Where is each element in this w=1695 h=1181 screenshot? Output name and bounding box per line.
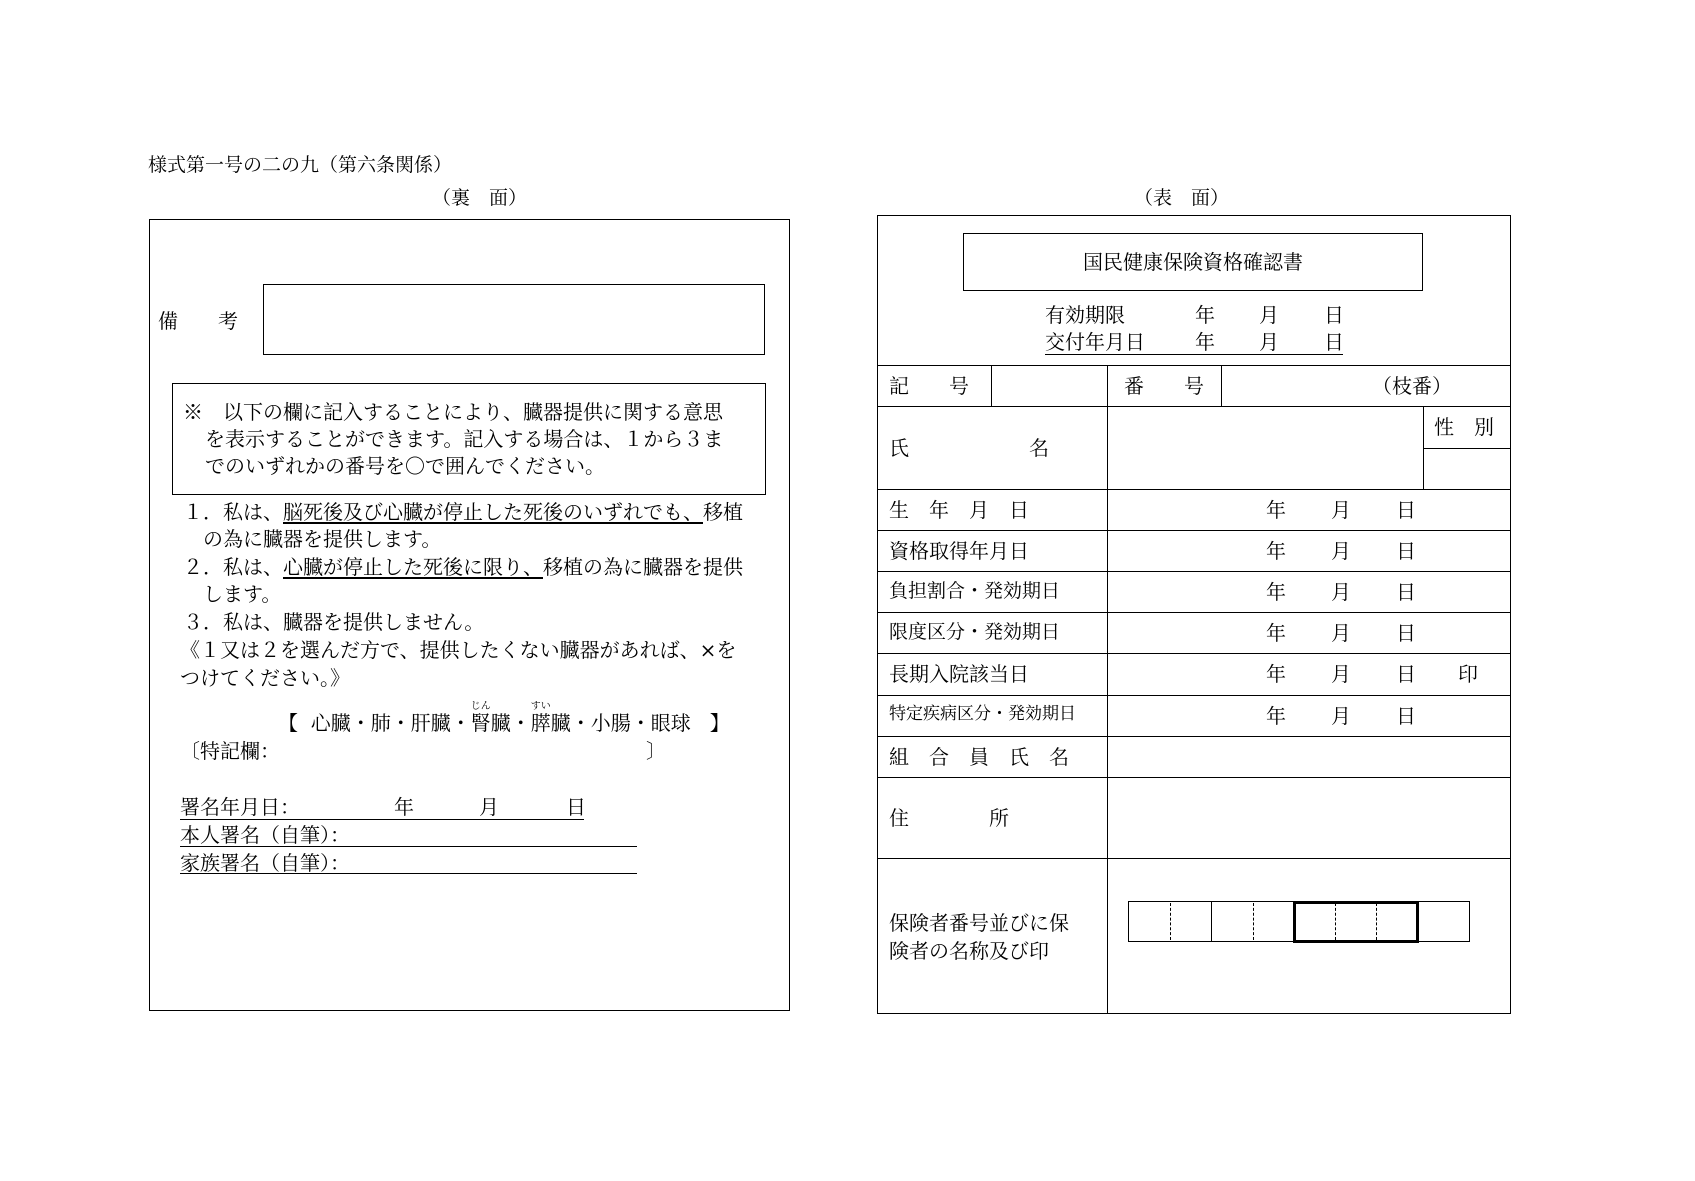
special-note-close: 〕: [646, 739, 666, 763]
choose-note-line-1: 《１又は２を選んだ方で、提供したくない臓器があれば、×を: [180, 638, 737, 662]
member-field[interactable]: [1109, 738, 1509, 776]
special-note-label: 〔特記欄：: [180, 739, 280, 763]
organ-pancreas-kanji: 膵: [530, 711, 551, 735]
organ-pancreas-ruby: すい: [530, 701, 551, 712]
disease-year[interactable]: 年: [1266, 704, 1286, 728]
organ-pancreas: [530, 701, 551, 735]
longterm-day[interactable]: 日: [1396, 662, 1416, 686]
choose-note-line-2: つけてください。》: [180, 666, 350, 690]
table-line: [877, 777, 1511, 778]
sign-date-underline[interactable]: [180, 819, 584, 820]
limit-label: 限度区分・発効期日: [889, 621, 1061, 643]
self-sign-line[interactable]: [180, 846, 637, 847]
symbol-field[interactable]: [993, 367, 1105, 405]
longterm-seal: 印: [1458, 662, 1478, 686]
issue-label: 交付年月日: [1045, 330, 1145, 354]
qual-day[interactable]: 日: [1396, 539, 1416, 563]
limit-month[interactable]: 月: [1331, 621, 1351, 645]
sign-date-label: 署名年月日：: [180, 795, 300, 819]
table-line: [877, 571, 1511, 572]
insurer-box-highlight: [1293, 901, 1419, 943]
insurer-box-dash: [1170, 903, 1171, 940]
form-id: 様式第一号の二の九（第六条関係）: [148, 154, 453, 176]
birth-label: 生 年 月 日: [889, 498, 1029, 522]
limit-year[interactable]: 年: [1266, 621, 1286, 645]
longterm-month[interactable]: 月: [1331, 662, 1351, 686]
remarks-box[interactable]: [263, 284, 765, 355]
family-sign-label: 家族署名（自筆）：: [180, 851, 350, 875]
sex-field[interactable]: [1425, 450, 1509, 488]
option-2-prefix: ２．私は、: [183, 555, 283, 579]
organs-part-b: 臓・: [490, 711, 531, 735]
option-2-cont: します。: [203, 582, 282, 606]
option-1-suffix: 移植: [703, 500, 743, 524]
table-line: [877, 406, 1511, 407]
option-3[interactable]: ３．私は、臓器を提供しません。: [183, 610, 485, 634]
issue-year: 年: [1195, 330, 1215, 354]
table-line: [877, 695, 1511, 696]
table-line: [877, 612, 1511, 613]
family-sign-line[interactable]: [180, 873, 637, 874]
front-side-label: （表 面）: [1134, 187, 1230, 209]
organs-open-bracket: 【: [278, 711, 298, 735]
table-line: [877, 530, 1511, 531]
insurer-box-divider: [1211, 901, 1212, 942]
organs-part-a: 心臓・肺・肝臓・: [310, 711, 471, 735]
notice-line-2: を表示することができます。記入する場合は、１から３ま: [205, 427, 724, 451]
self-sign-label: 本人署名（自筆）：: [180, 823, 350, 847]
address-field[interactable]: [1109, 779, 1509, 857]
option-2[interactable]: [183, 557, 743, 577]
valid-label: 有効期限: [1045, 303, 1125, 327]
option-1[interactable]: [183, 502, 743, 522]
limit-day[interactable]: 日: [1396, 621, 1416, 645]
sign-date-day: 日: [566, 795, 586, 819]
insurer-label-line-1: 保険者番号並びに保: [889, 911, 1069, 935]
burden-day[interactable]: 日: [1396, 580, 1416, 604]
sign-date-year: 年: [394, 795, 414, 819]
member-label: 組 合 員 氏 名: [889, 745, 1069, 769]
table-line: [877, 489, 1511, 490]
organs-part-c: 臓・小腸・眼球: [550, 711, 691, 735]
notice-line-1: ※ 以下の欄に記入することにより、臓器提供に関する意思: [183, 400, 723, 424]
organ-kidney-kanji: 腎: [470, 711, 491, 735]
burden-year[interactable]: 年: [1266, 580, 1286, 604]
number-label: 番 号: [1124, 374, 1204, 398]
birth-day[interactable]: 日: [1396, 498, 1416, 522]
sign-date-month: 月: [479, 795, 499, 819]
option-1-cont: の為に臓器を提供します。: [203, 527, 442, 551]
organ-kidney: [470, 701, 491, 735]
issue-day: 日: [1324, 330, 1344, 354]
table-line: [877, 365, 1511, 366]
disease-month[interactable]: 月: [1331, 704, 1351, 728]
option-2-suffix: 移植の為に臓器を提供: [543, 555, 743, 579]
option-2-condition: 心臓が停止した死後に限り、: [283, 555, 543, 579]
name-label: 氏 名: [889, 436, 1049, 460]
valid-day: 日: [1324, 303, 1344, 327]
birth-month[interactable]: 月: [1331, 498, 1351, 522]
insurer-label-line-2: 険者の名称及び印: [889, 939, 1049, 963]
table-line: [1423, 448, 1511, 449]
table-line: [877, 858, 1511, 859]
back-side-label: （裏 面）: [432, 187, 528, 209]
table-col-line: [1107, 365, 1108, 1014]
table-col-line: [1423, 406, 1424, 489]
qual-month[interactable]: 月: [1331, 539, 1351, 563]
burden-month[interactable]: 月: [1331, 580, 1351, 604]
table-col-line: [991, 365, 992, 406]
branch-label: （枝番）: [1372, 374, 1452, 398]
issue-month: 月: [1259, 330, 1279, 354]
table-line: [877, 736, 1511, 737]
valid-month: 月: [1259, 303, 1279, 327]
qual-year[interactable]: 年: [1266, 539, 1286, 563]
remarks-label: 備 考: [158, 309, 238, 333]
burden-label: 負担割合・発効期日: [889, 580, 1061, 602]
valid-year: 年: [1195, 303, 1215, 327]
symbol-label: 記 号: [889, 374, 969, 398]
disease-day[interactable]: 日: [1396, 704, 1416, 728]
table-line: [877, 653, 1511, 654]
organ-kidney-ruby: じん: [470, 701, 491, 712]
option-1-condition: 脳死後及び心臓が停止した死後のいずれでも、: [283, 500, 703, 524]
insurer-box-dash: [1253, 903, 1254, 940]
address-label: 住 所: [889, 806, 1009, 830]
organs-list[interactable]: [278, 701, 730, 735]
notice-line-3: でのいずれかの番号を〇で囲んでください。: [205, 454, 605, 478]
disease-label: 特定疾病区分・発効期日: [889, 704, 1076, 724]
birth-year[interactable]: 年: [1266, 498, 1286, 522]
organs-close-bracket: 】: [709, 711, 730, 735]
longterm-label: 長期入院該当日: [889, 662, 1029, 686]
front-title: 国民健康保険資格確認書: [1083, 250, 1303, 274]
sex-label: 性 別: [1434, 415, 1494, 439]
number-field[interactable]: [1223, 367, 1343, 405]
table-col-line: [1221, 365, 1222, 406]
option-1-prefix: １．私は、: [183, 500, 283, 524]
longterm-year[interactable]: 年: [1266, 662, 1286, 686]
name-field[interactable]: [1109, 408, 1421, 488]
issue-underline: [1045, 354, 1343, 355]
qual-label: 資格取得年月日: [889, 539, 1029, 563]
front-card: [877, 215, 1511, 1014]
